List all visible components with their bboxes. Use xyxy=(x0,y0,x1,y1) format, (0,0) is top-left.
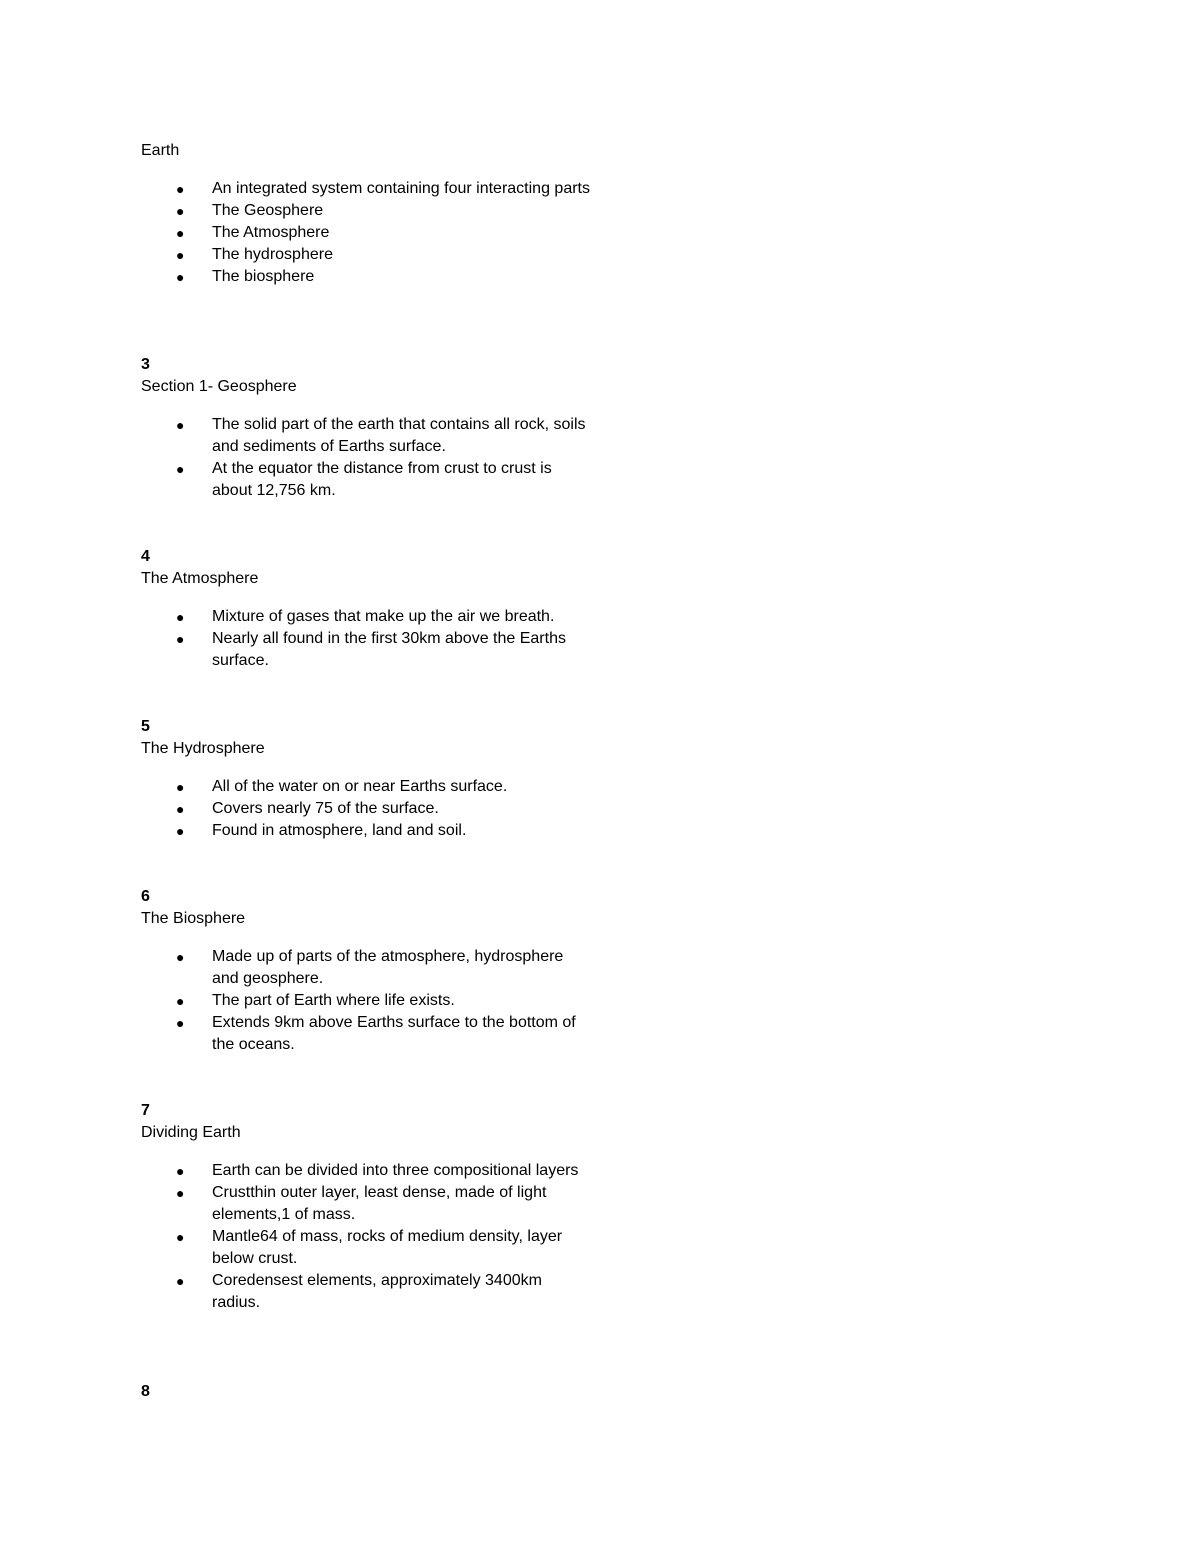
list-item: ● Earth can be divided into three compositional layers xyxy=(141,1160,592,1182)
bullet-icon: ● xyxy=(176,247,185,263)
bullet-icon: ● xyxy=(176,631,185,647)
list-item: ● Found in atmosphere, land and soil. xyxy=(141,820,592,842)
section-title: Earth xyxy=(141,142,180,159)
section-title: The Biosphere xyxy=(141,910,246,927)
section-dividing-earth xyxy=(141,1100,601,1314)
section-biosphere xyxy=(141,886,601,1056)
section-title: Dividing Earth xyxy=(141,1124,241,1141)
bullet-icon: ● xyxy=(176,417,185,433)
list-item: ● Mantle64 of mass, rocks of medium density, layer below crust. xyxy=(176,1228,563,1267)
slide-number: 3 xyxy=(141,356,150,373)
slide-number: 6 xyxy=(141,888,150,905)
section-atmosphere xyxy=(141,546,601,672)
bullet-icon: ● xyxy=(176,269,185,285)
bullet-icon: ● xyxy=(176,461,185,477)
bullet-list xyxy=(141,1160,601,1314)
bullet-list xyxy=(141,946,601,1056)
section-title: The Atmosphere xyxy=(141,570,259,587)
bullet-list xyxy=(141,776,601,842)
bullet-icon: ● xyxy=(176,779,185,795)
bullet-icon: ● xyxy=(176,203,185,219)
bullet-icon: ● xyxy=(176,801,185,817)
bullet-icon: ● xyxy=(176,1163,185,1179)
list-item: ● Covers nearly 75 of the surface. xyxy=(141,798,592,820)
bullet-icon: ● xyxy=(176,225,185,241)
list-item: ● The solid part of the earth that contains all rock, soils and sediments of Earths surface. xyxy=(176,416,586,455)
bullet-list xyxy=(141,414,601,502)
bullet-icon: ● xyxy=(176,181,185,197)
section-geosphere xyxy=(141,354,601,502)
list-item: ● Made up of parts of the atmosphere, hydrosphere and geosphere. xyxy=(176,948,564,987)
bullet-icon: ● xyxy=(176,949,185,965)
list-item: ● Nearly all found in the first 30km above the Earths surface. xyxy=(176,630,566,669)
list-item: ● At the equator the distance from crust to crust is about 12,756 km. xyxy=(176,460,552,499)
list-item: ● The hydrosphere xyxy=(141,244,592,266)
bullet-icon: ● xyxy=(176,993,185,1009)
section-hydrosphere xyxy=(141,716,601,842)
list-item: ● An integrated system containing four interacting parts xyxy=(141,178,592,200)
bullet-icon: ● xyxy=(176,1015,185,1031)
bullet-icon: ● xyxy=(176,1185,185,1201)
bullet-icon: ● xyxy=(176,1229,185,1245)
list-item: ● The Atmosphere xyxy=(141,222,592,244)
list-item: ● Extends 9km above Earths surface to the bottom of the oceans. xyxy=(176,1014,576,1053)
list-item: ● The Geosphere xyxy=(141,200,592,222)
section-title: Section 1- Geosphere xyxy=(141,378,297,395)
slide-number: 7 xyxy=(141,1102,150,1119)
slide-number: 5 xyxy=(141,718,150,735)
list-item: ● The biosphere xyxy=(141,266,592,288)
bullet-icon: ● xyxy=(176,609,185,625)
slide-number: 8 xyxy=(141,1383,150,1400)
bullet-icon: ● xyxy=(176,823,185,839)
bullet-icon: ● xyxy=(176,1273,185,1289)
list-item: ● Mixture of gases that make up the air we breath. xyxy=(141,606,592,628)
slide-number: 4 xyxy=(141,548,150,565)
bullet-list xyxy=(141,606,601,672)
bullet-list xyxy=(141,178,601,288)
list-item: ● Coredensest elements, approximately 3400km radius. xyxy=(176,1272,542,1311)
list-item: ● Crustthin outer layer, least dense, made of light elements,1 of mass. xyxy=(176,1184,547,1223)
section-title: The Hydrosphere xyxy=(141,740,265,757)
section-earth xyxy=(141,140,601,288)
list-item: ● The part of Earth where life exists. xyxy=(141,990,592,1012)
section-8 xyxy=(141,1381,601,1403)
list-item: ● All of the water on or near Earths surface. xyxy=(141,776,592,798)
